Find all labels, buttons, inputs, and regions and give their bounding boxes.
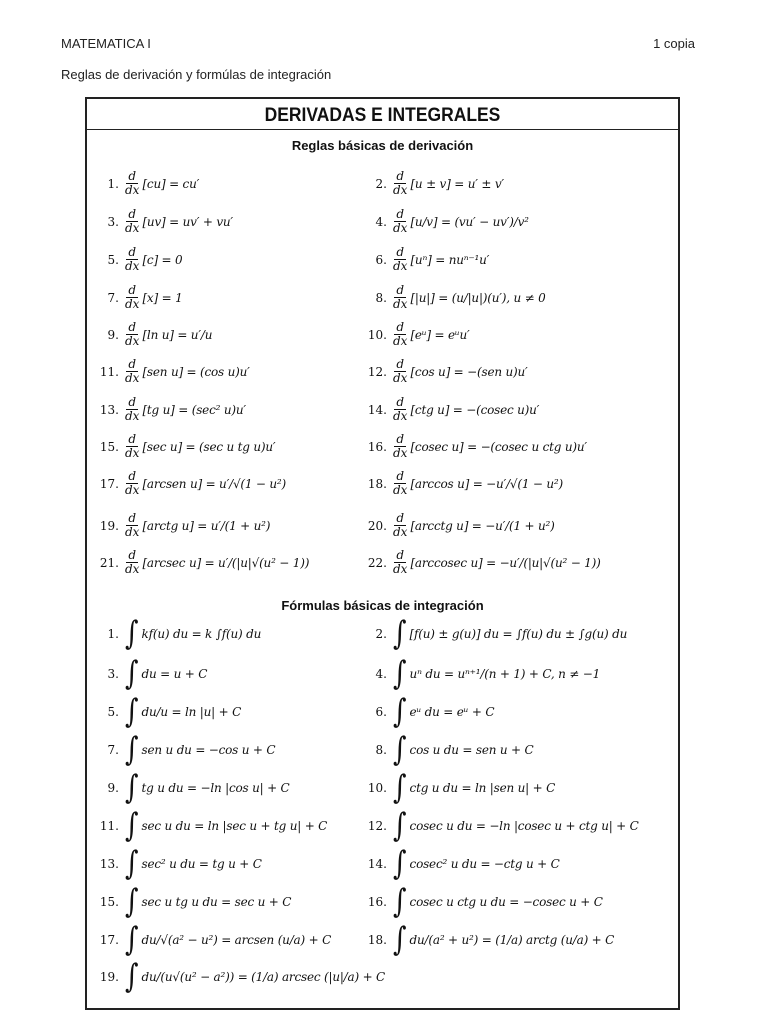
derivative-operator: d dx	[393, 395, 408, 423]
formula-number: 16.	[367, 439, 387, 454]
formula-number: 11.	[99, 364, 119, 379]
integral-formula	[91, 731, 276, 769]
formula-expression: sec u du = ln |sec u + tg u| + C	[141, 819, 328, 833]
integral-sign-icon: ∫	[393, 693, 407, 731]
integral-sign-icon: ∫	[393, 921, 407, 959]
formula-expression: du = u + C	[141, 667, 208, 681]
formula-number: 8.	[375, 290, 387, 305]
integral-formula	[91, 615, 262, 653]
formula-number: 3.	[107, 667, 119, 681]
derivative-operator: d dx	[125, 395, 140, 423]
integral-sign-icon: ∫	[393, 615, 407, 653]
formula-number: 9.	[107, 327, 119, 342]
derivative-operator: d dx	[125, 207, 140, 235]
formula-expression: [cos u] = −(sen u)u′	[410, 364, 528, 379]
integral-formula	[359, 693, 495, 731]
integral-sign-icon: ∫	[125, 693, 139, 731]
formula-number: 7.	[107, 743, 119, 757]
integral-formula	[359, 731, 534, 769]
formula-expression: eᵘ du = eᵘ + C	[409, 705, 495, 719]
derivative-rule	[91, 208, 233, 235]
formula-number: 12.	[367, 819, 387, 833]
integral-sign-icon: ∫	[125, 845, 139, 883]
formula-number: 15.	[99, 439, 119, 454]
formula-number: 22.	[367, 555, 387, 570]
derivative-operator: d dx	[393, 432, 408, 460]
derivative-rule	[91, 549, 309, 576]
formula-expression: [f(u) ± g(u)] du = ∫f(u) du ± ∫g(u) du	[409, 627, 628, 641]
integral-formula	[359, 883, 603, 921]
integral-formula	[359, 769, 556, 807]
formula-number: 13.	[99, 402, 119, 417]
formula-expression: du/(u√(u² − a²)) = (1/a) arcsec (|u|/a) + C	[141, 970, 386, 984]
derivative-rule	[91, 358, 250, 385]
formula-expression: [ctg u] = −(cosec u)u′	[410, 402, 540, 417]
integral-formula	[359, 655, 601, 693]
derivative-rule	[359, 512, 555, 539]
formula-number: 1.	[107, 176, 119, 191]
derivative-rule	[91, 246, 182, 273]
integral-formula	[91, 693, 242, 731]
integral-sign-icon: ∫	[393, 807, 407, 845]
derivative-operator: d dx	[393, 207, 408, 235]
formula-number: 2.	[375, 176, 387, 191]
integral-sign-icon: ∫	[125, 769, 139, 807]
formula-number: 13.	[99, 857, 119, 871]
formula-expression: [arccosec u] = −u′/(|u|√(u² − 1))	[410, 555, 601, 570]
formula-number: 11.	[99, 819, 119, 833]
formula-number: 4.	[375, 667, 387, 681]
formula-number: 21.	[99, 555, 119, 570]
integral-sign-icon: ∫	[125, 731, 139, 769]
formula-number: 10.	[367, 781, 387, 795]
formula-number: 7.	[107, 290, 119, 305]
formula-expression: sec u tg u du = sec u + C	[141, 895, 292, 909]
formula-expression: [u/v] = (vu′ − uv′)/v²	[410, 214, 529, 229]
formula-expression: [x] = 1	[142, 290, 183, 305]
formula-expression: [sec u] = (sec u tg u)u′	[142, 439, 276, 454]
formula-expression: sec² u du = tg u + C	[141, 857, 262, 871]
derivative-operator: d dx	[125, 169, 140, 197]
formula-expression: [sen u] = (cos u)u′	[142, 364, 250, 379]
formula-number: 14.	[367, 857, 387, 871]
copies-label: 1 copia	[653, 36, 695, 51]
derivative-operator: d dx	[393, 169, 408, 197]
derivative-rule	[91, 284, 183, 311]
derivative-rule	[359, 549, 601, 576]
integral-sign-icon: ∫	[125, 807, 139, 845]
formula-number: 4.	[375, 214, 387, 229]
formula-number: 19.	[99, 518, 119, 533]
derivative-rule	[359, 170, 504, 197]
derivative-rule	[91, 512, 270, 539]
derivative-operator: d dx	[125, 283, 140, 311]
derivative-operator: d dx	[393, 357, 408, 385]
derivative-rule	[91, 396, 246, 423]
derivative-rule	[91, 470, 286, 497]
formula-expression: du/√(a² − u²) = arcsen (u/a) + C	[141, 933, 332, 947]
integral-sign-icon: ∫	[393, 845, 407, 883]
integral-formula	[359, 845, 560, 883]
sheet-title: DERIVADAS E INTEGRALES	[264, 105, 501, 126]
integral-sign-icon: ∫	[125, 958, 139, 996]
formula-expression: [c] = 0	[142, 252, 183, 267]
formula-expression: [eᵘ] = eᵘu′	[410, 327, 470, 342]
derivative-operator: d dx	[393, 245, 408, 273]
integral-sign-icon: ∫	[393, 655, 407, 693]
formula-number: 2.	[375, 627, 387, 641]
formula-expression: tg u du = −ln |cos u| + C	[141, 781, 290, 795]
integral-formula	[91, 845, 262, 883]
integral-formula	[91, 769, 290, 807]
integral-formula	[91, 655, 208, 693]
derivative-rule	[91, 321, 212, 348]
formula-number: 8.	[375, 743, 387, 757]
formula-number: 6.	[375, 252, 387, 267]
derivative-rule	[359, 284, 546, 311]
title-divider	[87, 129, 678, 130]
derivative-operator: d dx	[125, 548, 140, 576]
formula-expression: sen u du = −cos u + C	[141, 743, 276, 757]
formula-expression: cosec u ctg u du = −cosec u + C	[409, 895, 603, 909]
integral-sign-icon: ∫	[125, 921, 139, 959]
formula-expression: [arcsec u] = u′/(|u|√(u² − 1))	[142, 555, 310, 570]
integral-formula	[91, 883, 292, 921]
formula-expression: cosec² u du = −ctg u + C	[409, 857, 560, 871]
formula-expression: [ln u] = u′/u	[142, 327, 213, 342]
derivative-operator: d dx	[125, 469, 140, 497]
derivative-rule	[359, 358, 528, 385]
formula-expression: ctg u du = ln |sen u| + C	[409, 781, 556, 795]
derivative-rule	[359, 433, 587, 460]
formula-number: 5.	[107, 705, 119, 719]
derivative-rule	[91, 433, 275, 460]
formula-number: 15.	[99, 895, 119, 909]
formula-number: 14.	[367, 402, 387, 417]
derivative-operator: d dx	[125, 245, 140, 273]
formula-number: 10.	[367, 327, 387, 342]
formula-number: 1.	[107, 627, 119, 641]
integral-sign-icon: ∫	[125, 615, 139, 653]
derivative-rule	[359, 246, 489, 273]
derivative-operator: d dx	[125, 511, 140, 539]
integrals-heading: Fórmulas básicas de integración	[281, 598, 484, 613]
integral-formula	[91, 807, 328, 845]
formula-number: 6.	[375, 705, 387, 719]
integral-formula	[91, 958, 386, 996]
formula-number: 19.	[99, 970, 119, 984]
formula-expression: [arcsen u] = u′/√(1 − u²)	[142, 476, 287, 491]
document-subtitle: Reglas de derivación y formúlas de integración	[61, 67, 332, 82]
integral-formula	[359, 807, 639, 845]
integral-sign-icon: ∫	[393, 883, 407, 921]
formula-expression: [arcctg u] = −u′/(1 + u²)	[410, 518, 555, 533]
formula-number: 18.	[367, 476, 387, 491]
derivative-rule	[359, 396, 539, 423]
formula-expression: [uⁿ] = nuⁿ⁻¹u′	[410, 252, 490, 267]
formula-expression: kf(u) du = k ∫f(u) du	[141, 627, 262, 641]
formula-expression: [cu] = cu′	[142, 176, 200, 191]
formula-number: 16.	[367, 895, 387, 909]
integral-sign-icon: ∫	[393, 769, 407, 807]
formula-number: 9.	[107, 781, 119, 795]
derivative-rule	[359, 208, 529, 235]
formula-number: 17.	[99, 476, 119, 491]
integral-formula	[359, 615, 628, 653]
course-name: MATEMATICA I	[61, 36, 151, 51]
derivative-operator: d dx	[393, 511, 408, 539]
integral-sign-icon: ∫	[393, 731, 407, 769]
formula-sheet	[85, 97, 680, 1010]
formula-expression: [arctg u] = u′/(1 + u²)	[142, 518, 271, 533]
formula-expression: [tg u] = (sec² u)u′	[142, 402, 246, 417]
integral-sign-icon: ∫	[125, 883, 139, 921]
derivative-rule	[359, 470, 563, 497]
derivative-operator: d dx	[393, 548, 408, 576]
derivative-operator: d dx	[125, 432, 140, 460]
formula-expression: du/(a² + u²) = (1/a) arctg (u/a) + C	[409, 933, 615, 947]
formula-number: 5.	[107, 252, 119, 267]
integral-sign-icon: ∫	[125, 655, 139, 693]
formula-expression: [cosec u] = −(cosec u ctg u)u′	[410, 439, 587, 454]
formula-expression: cos u du = sen u + C	[409, 743, 534, 757]
formula-number: 18.	[367, 933, 387, 947]
derivative-operator: d dx	[125, 320, 140, 348]
formula-number: 20.	[367, 518, 387, 533]
formula-expression: uⁿ du = uⁿ⁺¹/(n + 1) + C, n ≠ −1	[409, 667, 601, 681]
derivative-operator: d dx	[393, 469, 408, 497]
derivative-operator: d dx	[125, 357, 140, 385]
formula-expression: [uv] = uv′ + vu′	[142, 214, 233, 229]
formula-expression: du/u = ln |u| + C	[141, 705, 242, 719]
derivative-rule	[91, 170, 199, 197]
derivatives-heading: Reglas básicas de derivación	[291, 138, 474, 153]
formula-expression: cosec u du = −ln |cosec u + ctg u| + C	[409, 819, 639, 833]
formula-expression: [arccos u] = −u′/√(1 − u²)	[410, 476, 563, 491]
derivative-operator: d dx	[393, 283, 408, 311]
formula-number: 12.	[367, 364, 387, 379]
formula-expression: [u ± v] = u′ ± v′	[410, 176, 504, 191]
derivative-rule	[359, 321, 470, 348]
integral-formula	[359, 921, 615, 959]
formula-expression: [|u|] = (u/|u|)(u′), u ≠ 0	[410, 290, 546, 305]
formula-number: 17.	[99, 933, 119, 947]
derivative-operator: d dx	[393, 320, 408, 348]
integral-formula	[91, 921, 332, 959]
formula-number: 3.	[107, 214, 119, 229]
